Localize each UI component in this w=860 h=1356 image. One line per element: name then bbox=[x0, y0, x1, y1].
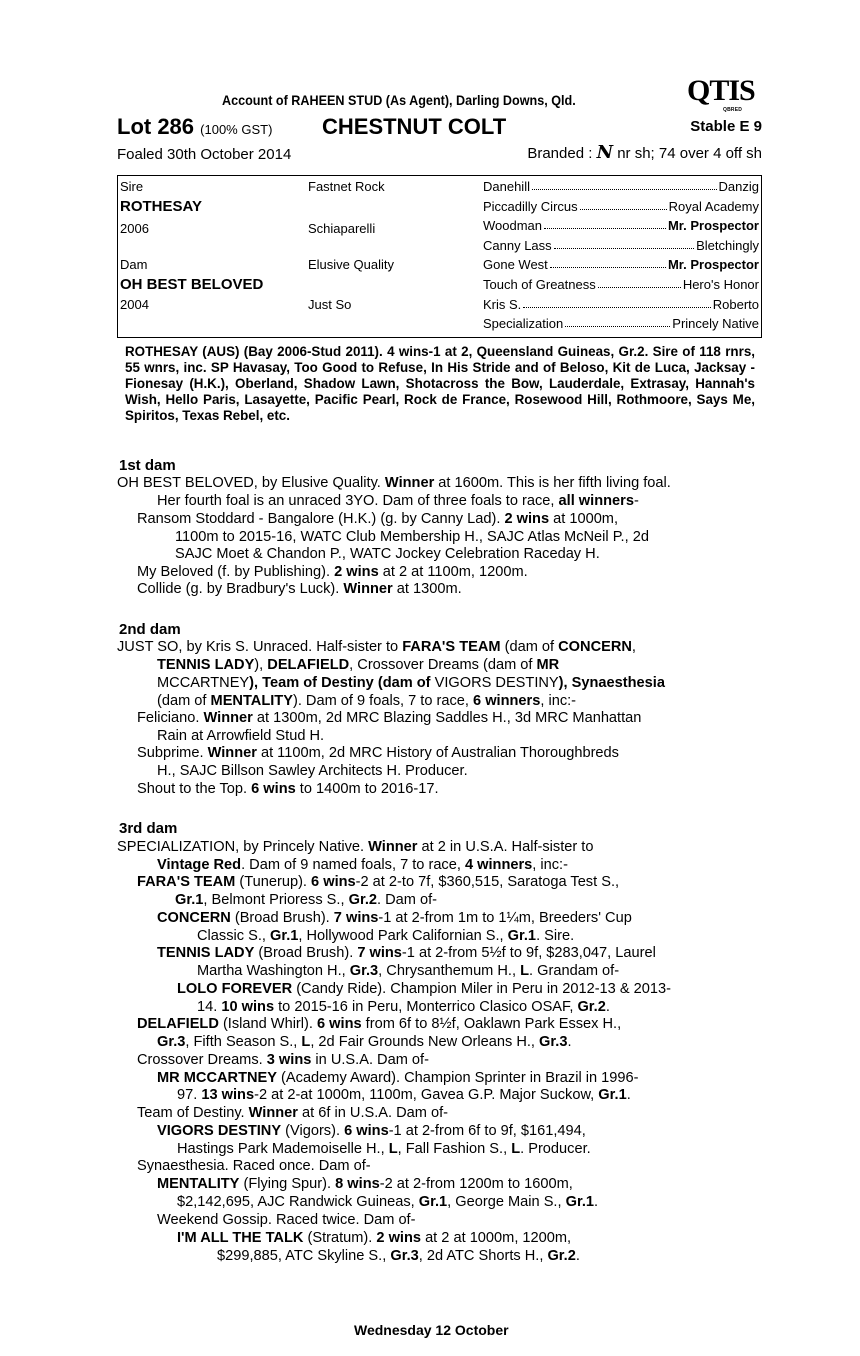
text-segment: ). Dam of 9 foals, 7 to race, bbox=[292, 693, 474, 709]
text-segment: at 2 in U.S.A. Half-sister to bbox=[417, 839, 594, 855]
text-line bbox=[157, 693, 576, 710]
branded-info bbox=[527, 142, 762, 163]
bold-segment: Gr.2 bbox=[577, 999, 606, 1015]
text-segment: Classic S., bbox=[197, 928, 270, 944]
bold-segment: ), Team of Destiny (dam of bbox=[249, 675, 435, 691]
bold-segment: Gr.1 bbox=[175, 892, 204, 908]
text-segment: (Vigors). bbox=[281, 1123, 345, 1139]
bold-segment: FARA'S TEAM bbox=[137, 874, 236, 890]
text-segment: JUST SO, by Kris S. Unraced. Half-sister to bbox=[117, 639, 403, 655]
text-line bbox=[177, 1194, 598, 1211]
bold-segment: Gr.3 bbox=[390, 1248, 419, 1264]
text-segment: . Grandam of- bbox=[529, 963, 620, 979]
text-segment: at 2 at 1000m, 1200m, bbox=[421, 1230, 572, 1246]
bold-segment: TENNIS LADY bbox=[157, 657, 255, 673]
gst-label: (100% GST) bbox=[200, 122, 273, 137]
text-line bbox=[157, 945, 656, 962]
text-segment: 97. bbox=[177, 1087, 202, 1103]
pedigree-gen3-row bbox=[483, 277, 759, 292]
text-segment: (Stratum). bbox=[303, 1230, 377, 1246]
horse-description: CHESTNUT COLT bbox=[322, 114, 507, 139]
text-segment: . Dam of- bbox=[377, 892, 438, 908]
bold-segment: Winner bbox=[368, 839, 418, 855]
gen3-grandsire: Royal Academy bbox=[668, 198, 759, 214]
bold-segment: CONCERN bbox=[157, 910, 231, 926]
bold-segment: I'M ALL THE TALK bbox=[177, 1230, 304, 1246]
bold-segment: 10 wins bbox=[221, 999, 275, 1015]
leader-dots bbox=[532, 179, 717, 190]
text-line bbox=[137, 745, 619, 762]
text-line bbox=[157, 1123, 586, 1140]
bold-segment: Winner bbox=[207, 745, 257, 761]
sire-label: Sire bbox=[120, 179, 144, 194]
sire-sire: Fastnet Rock bbox=[308, 179, 385, 194]
logo-subtext: QBRED bbox=[723, 107, 743, 113]
text-line bbox=[157, 910, 632, 927]
text-segment: Rain at Arrowfield Stud H. bbox=[157, 728, 325, 744]
text-segment: Hastings Park Mademoiselle H., bbox=[177, 1141, 389, 1157]
bold-segment: L bbox=[301, 1034, 311, 1050]
text-segment: VIGORS DESTINY bbox=[434, 675, 559, 691]
text-segment: Weekend Gossip. Raced twice. Dam of- bbox=[157, 1212, 416, 1228]
text-segment: -1 at 2-from 6f to 9f, $161,494, bbox=[388, 1123, 586, 1139]
gen3-sire: Piccadilly Circus bbox=[483, 198, 578, 214]
gen3-grandsire: Mr. Prospector bbox=[667, 257, 759, 273]
bold-segment: 7 wins bbox=[357, 945, 402, 961]
text-segment: Her fourth foal is an unraced 3YO. Dam of three foals to race, bbox=[157, 493, 559, 509]
bold-segment: FARA'S TEAM bbox=[402, 639, 501, 655]
bold-segment: LOLO FOREVER bbox=[177, 981, 293, 997]
text-line bbox=[157, 1070, 639, 1087]
text-segment: from 6f to 8½f, Oaklawn Park Essex H., bbox=[361, 1016, 622, 1032]
text-segment: (Island Whirl). bbox=[218, 1016, 318, 1032]
text-segment: at 1300m. bbox=[392, 581, 462, 597]
bold-segment: 2 wins bbox=[334, 564, 379, 580]
text-segment: (dam of bbox=[500, 639, 559, 655]
gen3-sire: Specialization bbox=[483, 316, 564, 332]
gen3-grandsire: Bletchingly bbox=[696, 237, 759, 253]
bold-segment: 2 wins bbox=[504, 511, 550, 527]
text-line bbox=[137, 1105, 448, 1122]
bold-segment: Gr.3 bbox=[349, 963, 379, 979]
text-segment: Martha Washington H., bbox=[197, 963, 350, 979]
bold-segment: 6 wins bbox=[344, 1123, 389, 1139]
text-segment: -1 at 2-from 1m to 1¼m, Breeders' Cup bbox=[378, 910, 632, 926]
bold-segment: Gr.3 bbox=[539, 1034, 568, 1050]
text-segment: , 2d ATC Shorts H., bbox=[418, 1248, 548, 1264]
text-segment: . bbox=[626, 1087, 631, 1103]
text-segment: , Chrysanthemum H., bbox=[378, 963, 521, 979]
bold-segment: 4 winners bbox=[464, 857, 533, 873]
text-line bbox=[175, 546, 600, 563]
brand-mark-icon: N bbox=[596, 142, 614, 163]
text-segment: at 2 at 1100m, 1200m. bbox=[378, 564, 528, 580]
leader-dots bbox=[523, 297, 710, 308]
bold-segment: Gr.1 bbox=[418, 1194, 448, 1210]
text-line bbox=[177, 1141, 591, 1158]
text-segment: -2 at 2-at 1000m, 1100m, Gavea G.P. Major Suckow, bbox=[254, 1087, 599, 1103]
bold-segment: L bbox=[388, 1141, 398, 1157]
text-segment: Feliciano. bbox=[137, 710, 204, 726]
text-line bbox=[197, 928, 574, 945]
text-segment: Synaesthesia. Raced once. Dam of- bbox=[137, 1158, 371, 1174]
text-line bbox=[137, 511, 618, 528]
bold-segment: 3 wins bbox=[266, 1052, 312, 1068]
sire-year: 2006 bbox=[120, 221, 149, 236]
branded-suffix: nr sh; 74 over 4 off sh bbox=[617, 145, 762, 162]
text-segment: at 1000m, bbox=[549, 511, 619, 527]
text-segment: Shout to the Top. bbox=[137, 781, 252, 797]
text-segment: (Flying Spur). bbox=[239, 1176, 336, 1192]
text-segment: , inc:- bbox=[540, 693, 577, 709]
text-segment: , inc:- bbox=[532, 857, 568, 873]
bold-segment: L bbox=[511, 1141, 521, 1157]
text-segment: H., SAJC Billson Sawley Architects H. Producer. bbox=[157, 763, 468, 779]
gen3-grandsire: Hero's Honor bbox=[682, 277, 759, 292]
text-line bbox=[197, 999, 610, 1016]
text-segment: OH BEST BELOVED, by Elusive Quality. bbox=[117, 475, 385, 491]
text-line bbox=[217, 1248, 580, 1265]
text-line bbox=[137, 1016, 621, 1033]
text-segment: . Sire. bbox=[536, 928, 575, 944]
text-segment: , bbox=[631, 639, 636, 655]
text-segment: . bbox=[567, 1034, 572, 1050]
qtis-logo bbox=[687, 76, 767, 116]
text-line bbox=[157, 763, 468, 780]
text-line bbox=[137, 581, 462, 598]
gen3-sire: Kris S. bbox=[483, 296, 522, 312]
bold-segment: CONCERN bbox=[558, 639, 632, 655]
second-dam-heading: 2nd dam bbox=[119, 621, 181, 638]
gen3-grandsire: Mr. Prospector bbox=[667, 218, 759, 234]
bold-segment: 6 wins bbox=[317, 1016, 362, 1032]
text-line bbox=[137, 874, 619, 891]
text-segment: 1100m to 2015-16, WATC Club Membership H., SAJC Atlas McNeil P., 2d bbox=[175, 529, 649, 545]
footer-date: Wednesday 12 October bbox=[354, 1322, 509, 1338]
text-segment: at 1300m, 2d MRC Blazing Saddles H., 3d MRC Manhattan bbox=[252, 710, 642, 726]
leader-dots bbox=[554, 238, 694, 249]
text-line bbox=[175, 892, 437, 909]
text-segment: ), bbox=[254, 657, 268, 673]
text-segment: Team of Destiny. bbox=[137, 1105, 249, 1121]
pedigree-table bbox=[117, 175, 762, 338]
pedigree-gen3-row bbox=[483, 316, 759, 331]
text-line bbox=[157, 1176, 573, 1193]
dam-dam: Just So bbox=[308, 297, 352, 312]
text-line bbox=[157, 493, 639, 510]
dam-sire: Elusive Quality bbox=[308, 257, 394, 272]
bold-segment: MENTALITY bbox=[157, 1176, 240, 1192]
text-segment: at 1600m. This is her fifth living foal. bbox=[434, 475, 671, 491]
text-segment: , Crossover Dreams (dam of bbox=[349, 657, 537, 673]
account-line: Account of RAHEEN STUD (As Agent), Darling Downs, Qld. bbox=[222, 92, 576, 108]
bold-segment: 6 wins bbox=[251, 781, 296, 797]
text-segment: , Hollywood Park Californian S., bbox=[298, 928, 508, 944]
text-line bbox=[157, 857, 568, 874]
bold-segment: Winner bbox=[343, 581, 393, 597]
bold-segment: DELAFIELD bbox=[267, 657, 350, 673]
text-segment: SPECIALIZATION, by Princely Native. bbox=[117, 839, 369, 855]
bold-segment: Vintage Red bbox=[157, 857, 242, 873]
bold-segment: 6 winners bbox=[473, 693, 541, 709]
text-segment: (Academy Award). Champion Sprinter in Brazil in 1996- bbox=[277, 1070, 639, 1086]
lot-label: Lot 286 bbox=[117, 114, 195, 139]
text-segment: . bbox=[605, 999, 610, 1015]
bold-segment: 13 wins bbox=[201, 1087, 255, 1103]
bold-segment: Gr.2 bbox=[348, 892, 377, 908]
text-segment: MCCARTNEY bbox=[157, 675, 250, 691]
bold-segment: VIGORS DESTINY bbox=[157, 1123, 282, 1139]
text-line bbox=[117, 475, 671, 492]
gen3-grandsire: Danzig bbox=[718, 179, 759, 194]
logo-text: QTIS bbox=[687, 74, 755, 107]
text-segment: (Broad Brush). bbox=[254, 945, 358, 961]
text-line bbox=[177, 1087, 631, 1104]
text-segment: , 2d Fair Grounds New Orleans H., bbox=[310, 1034, 540, 1050]
text-segment: (dam of bbox=[157, 693, 211, 709]
leader-dots bbox=[565, 316, 670, 327]
text-segment: -1 at 2-from 5½f to 9f, $283,047, Laurel bbox=[401, 945, 656, 961]
gen3-sire: Danehill bbox=[483, 179, 530, 194]
leader-dots bbox=[550, 257, 666, 268]
bold-segment: Gr.2 bbox=[547, 1248, 576, 1264]
text-segment: SAJC Moet & Chandon P., WATC Jockey Celebration Raceday H. bbox=[175, 546, 600, 562]
pedigree-gen3-row bbox=[483, 238, 759, 253]
bold-segment: Gr.1 bbox=[565, 1194, 595, 1210]
bold-segment: 7 wins bbox=[333, 910, 379, 926]
bold-segment: Winner bbox=[384, 475, 435, 491]
text-line bbox=[177, 981, 671, 998]
text-segment: , Belmont Prioress S., bbox=[203, 892, 349, 908]
gen3-grandsire: Roberto bbox=[712, 296, 759, 312]
dam-label: Dam bbox=[120, 257, 148, 272]
text-segment: Crossover Dreams. bbox=[137, 1052, 267, 1068]
bold-segment: L bbox=[520, 963, 530, 979]
text-segment: in U.S.A. Dam of- bbox=[311, 1052, 429, 1068]
sire-paragraph: ROTHESAY (AUS) (Bay 2006-Stud 2011). 4 wins-1 at 2, Queensland Guineas, Gr.2. Sire of 118 rnrs, 55 wnrs, inc. SP Havasay, Too Good to Refuse, In His Stride and of Beloso, Kit de Luca, Jacksay - Fionesay (H.K.), Oberland, Shadow Lawn, Shotacross the Bow, Lauderdale, Extrasay, Hannah's Wish, Hello Paris, Lasayette, Pacific Pearl, Rock de France, Rosewood Hill, Rothmoore, Says Me, Spiritos, Texas Rebel, etc. bbox=[125, 344, 755, 423]
text-segment: - bbox=[633, 493, 639, 509]
text-segment: . bbox=[594, 1194, 599, 1210]
text-line bbox=[137, 564, 528, 581]
text-segment: , Fifth Season S., bbox=[185, 1034, 302, 1050]
bold-segment: Gr.1 bbox=[269, 928, 299, 944]
text-segment: . Producer. bbox=[520, 1141, 591, 1157]
gen3-sire: Canny Lass bbox=[483, 237, 552, 253]
pedigree-gen3-row bbox=[483, 179, 759, 194]
pedigree-gen3-row bbox=[483, 297, 759, 312]
text-segment: Subprime. bbox=[137, 745, 208, 761]
bold-segment: all winners bbox=[558, 493, 634, 509]
pedigree-gen3-row bbox=[483, 257, 759, 272]
branded-prefix: Branded : bbox=[527, 145, 593, 162]
dam-name: OH BEST BELOVED bbox=[120, 276, 264, 293]
bold-segment: TENNIS LADY bbox=[157, 945, 255, 961]
leader-dots bbox=[580, 199, 667, 210]
text-segment: (Tunerup). bbox=[235, 874, 312, 890]
dam-year: 2004 bbox=[120, 297, 149, 312]
bold-segment: Gr.1 bbox=[598, 1087, 627, 1103]
foaled-date: Foaled 30th October 2014 bbox=[117, 146, 292, 163]
lot-line bbox=[117, 114, 762, 138]
bold-segment: MR bbox=[536, 657, 560, 673]
sire-dam: Schiaparelli bbox=[308, 221, 376, 236]
bold-segment: 6 wins bbox=[311, 874, 356, 890]
text-segment: My Beloved (f. by Publishing). bbox=[137, 564, 335, 580]
text-segment: -2 at 2-to 7f, $360,515, Saratoga Test S., bbox=[355, 874, 620, 890]
bold-segment: MR MCCARTNEY bbox=[157, 1070, 277, 1086]
text-segment: to 1400m to 2016-17. bbox=[295, 781, 439, 797]
leader-dots bbox=[598, 277, 681, 288]
text-line bbox=[117, 839, 593, 856]
gen3-sire: Woodman bbox=[483, 218, 543, 234]
text-line bbox=[137, 710, 641, 727]
first-dam-heading: 1st dam bbox=[119, 457, 176, 474]
text-line bbox=[157, 1212, 415, 1229]
pedigree-gen3-row bbox=[483, 218, 759, 233]
bold-segment: 2 wins bbox=[376, 1230, 422, 1246]
bold-segment: Gr.3 bbox=[157, 1034, 186, 1050]
text-line bbox=[157, 675, 665, 692]
bold-segment: Winner bbox=[203, 710, 253, 726]
stable-label: Stable E 9 bbox=[690, 118, 762, 135]
bold-segment: Winner bbox=[248, 1105, 298, 1121]
text-segment: Collide (g. by Bradbury's Luck). bbox=[137, 581, 344, 597]
text-segment: at 6f in U.S.A. Dam of- bbox=[297, 1105, 449, 1121]
gen3-grandsire: Princely Native bbox=[672, 316, 759, 332]
text-segment: , George Main S., bbox=[447, 1194, 566, 1210]
bold-segment: DELAFIELD bbox=[137, 1016, 219, 1032]
text-segment: (Broad Brush). bbox=[230, 910, 334, 926]
text-segment: Ransom Stoddard - Bangalore (H.K.) (g. by Canny Lad). bbox=[137, 511, 505, 527]
lot-number bbox=[117, 114, 272, 140]
text-line bbox=[177, 1230, 571, 1247]
text-line bbox=[137, 1158, 371, 1175]
text-segment: to 2015-16 in Peru, Monterrico Clasico OSAF, bbox=[274, 999, 578, 1015]
text-segment: -2 at 2-from 1200m to 1600m, bbox=[379, 1176, 573, 1192]
text-line bbox=[157, 728, 324, 745]
text-segment: 14. bbox=[197, 999, 222, 1015]
text-segment: at 1100m, 2d MRC History of Australian Thoroughbreds bbox=[256, 745, 619, 761]
bold-segment: Gr.1 bbox=[507, 928, 537, 944]
text-segment: . Dam of 9 named foals, 7 to race, bbox=[241, 857, 465, 873]
text-segment: (Candy Ride). Champion Miler in Peru in 2012-13 & 2013- bbox=[292, 981, 671, 997]
bold-segment: 8 wins bbox=[335, 1176, 380, 1192]
text-segment: $2,142,695, AJC Randwick Guineas, bbox=[177, 1194, 419, 1210]
text-line bbox=[117, 639, 636, 656]
bold-segment: ), Synaesthesia bbox=[558, 675, 665, 691]
third-dam-heading: 3rd dam bbox=[119, 820, 178, 837]
gen3-sire: Touch of Greatness bbox=[483, 277, 596, 292]
text-segment: $299,885, ATC Skyline S., bbox=[217, 1248, 391, 1264]
text-segment: , Fall Fashion S., bbox=[397, 1141, 512, 1157]
leader-dots bbox=[544, 218, 666, 229]
text-line bbox=[157, 657, 559, 674]
bold-segment: MENTALITY bbox=[210, 693, 293, 709]
text-line bbox=[137, 781, 439, 798]
text-line bbox=[197, 963, 619, 980]
sire-name: ROTHESAY bbox=[120, 198, 202, 215]
gen3-sire: Gone West bbox=[483, 257, 548, 273]
text-line bbox=[157, 1034, 572, 1051]
text-line bbox=[175, 529, 649, 546]
text-line bbox=[137, 1052, 429, 1069]
pedigree-gen3-row bbox=[483, 199, 759, 214]
text-segment: . bbox=[575, 1248, 580, 1264]
